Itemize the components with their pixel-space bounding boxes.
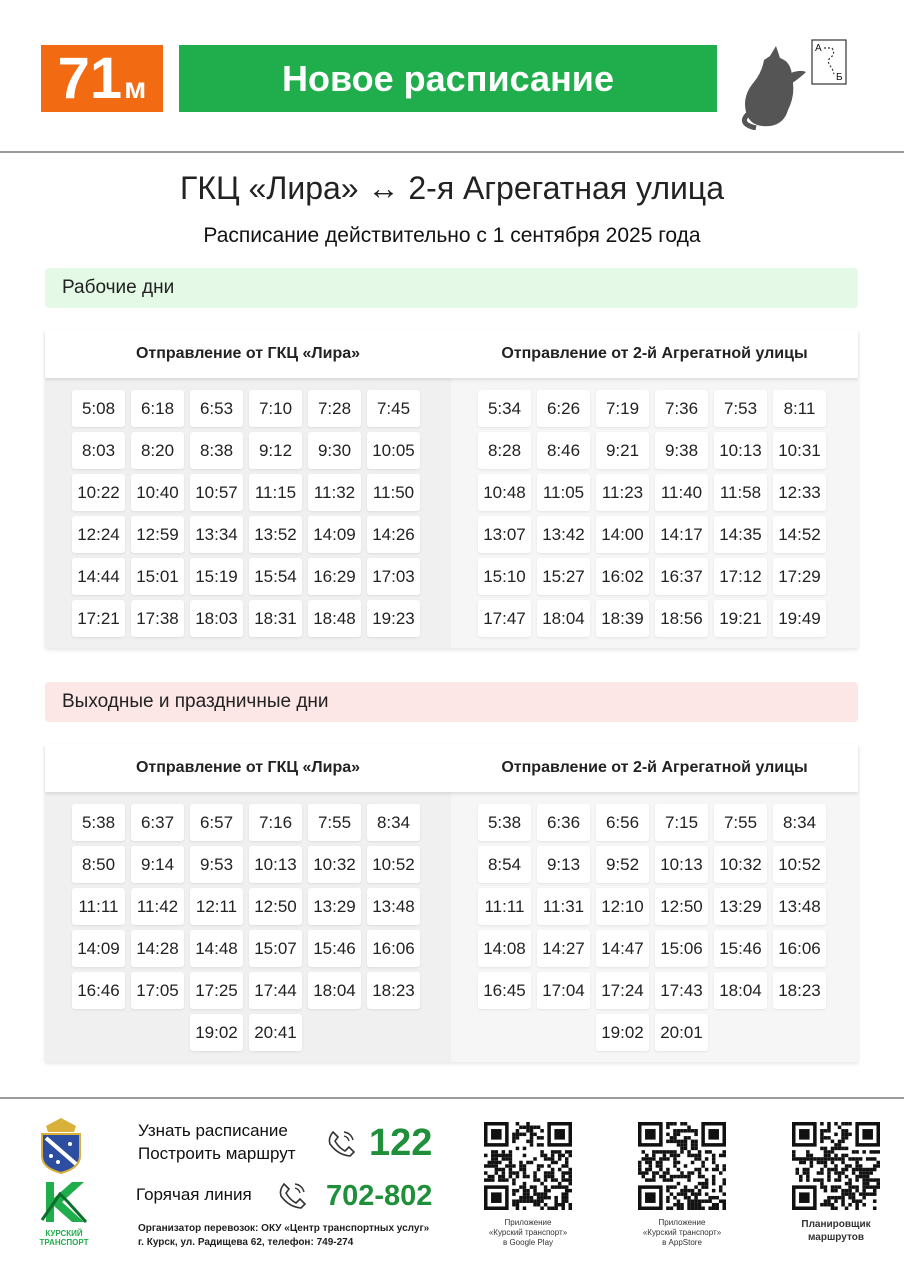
departure-time: 8:46 bbox=[537, 432, 590, 469]
departure-time: 19:02 bbox=[190, 1014, 243, 1051]
departure-time: 7:28 bbox=[308, 390, 361, 427]
departure-time: 6:57 bbox=[190, 804, 243, 841]
empty-cell bbox=[478, 1014, 531, 1051]
departure-time: 10:13 bbox=[714, 432, 767, 469]
departure-time: 10:40 bbox=[131, 474, 184, 511]
departure-time: 11:05 bbox=[537, 474, 590, 511]
workdays-right-header: Отправление от 2-й Агрегатной улицы bbox=[501, 345, 808, 362]
departure-time: 14:44 bbox=[72, 558, 125, 595]
departure-time: 14:09 bbox=[72, 930, 125, 967]
departure-time: 14:28 bbox=[131, 930, 184, 967]
departure-time: 19:02 bbox=[596, 1014, 649, 1051]
qr-google-line1: Приложение bbox=[504, 1218, 552, 1227]
empty-cell bbox=[308, 1014, 361, 1051]
header-divider bbox=[0, 151, 904, 153]
departure-time: 7:19 bbox=[596, 390, 649, 427]
qr-planner-line1: Планировщик bbox=[801, 1219, 871, 1230]
departure-time: 5:38 bbox=[478, 804, 531, 841]
departure-time: 8:20 bbox=[131, 432, 184, 469]
departure-time: 14:09 bbox=[308, 516, 361, 553]
departure-time: 14:00 bbox=[596, 516, 649, 553]
empty-cell bbox=[714, 1014, 767, 1051]
brand-line1: КУРСКИЙ bbox=[45, 1229, 83, 1238]
departure-time: 16:06 bbox=[367, 930, 420, 967]
departure-time: 17:12 bbox=[714, 558, 767, 595]
departure-time: 17:21 bbox=[72, 600, 125, 637]
departure-time: 17:25 bbox=[190, 972, 243, 1009]
qr-google-line2: «Курский транспорт» bbox=[488, 1228, 568, 1237]
departure-time: 17:04 bbox=[537, 972, 590, 1009]
departure-time: 8:34 bbox=[367, 804, 420, 841]
brand-name bbox=[28, 1229, 100, 1247]
departure-time: 17:43 bbox=[655, 972, 708, 1009]
qr-apple-line2: «Курский транспорт» bbox=[642, 1228, 722, 1237]
departure-time: 15:19 bbox=[190, 558, 243, 595]
departure-time: 11:31 bbox=[537, 888, 590, 925]
departure-time: 18:04 bbox=[537, 600, 590, 637]
hotline-phone-icon bbox=[276, 1178, 310, 1212]
departure-time: 10:57 bbox=[190, 474, 243, 511]
departure-time: 10:22 bbox=[72, 474, 125, 511]
departure-time: 5:38 bbox=[72, 804, 125, 841]
departure-time: 9:13 bbox=[537, 846, 590, 883]
weekend-right-column bbox=[451, 792, 858, 1062]
departure-time: 5:34 bbox=[478, 390, 531, 427]
departure-time: 7:53 bbox=[714, 390, 767, 427]
departure-time: 10:48 bbox=[478, 474, 531, 511]
departure-time: 6:36 bbox=[537, 804, 590, 841]
departure-time: 7:45 bbox=[367, 390, 420, 427]
workdays-right-column bbox=[451, 378, 858, 648]
departure-time: 18:03 bbox=[190, 600, 243, 637]
departure-time: 10:52 bbox=[773, 846, 826, 883]
departure-time: 17:38 bbox=[131, 600, 184, 637]
hotline-label: Горячая линия bbox=[136, 1185, 252, 1204]
departure-time: 9:53 bbox=[190, 846, 243, 883]
qr-planner-line2: маршрутов bbox=[808, 1232, 864, 1243]
workdays-left-grid bbox=[72, 390, 420, 637]
departure-time: 9:52 bbox=[596, 846, 649, 883]
departure-time: 13:34 bbox=[190, 516, 243, 553]
departure-time: 18:31 bbox=[249, 600, 302, 637]
departure-time: 8:50 bbox=[72, 846, 125, 883]
departure-time: 17:44 bbox=[249, 972, 302, 1009]
workdays-left-column bbox=[45, 378, 451, 648]
departure-time: 14:52 bbox=[773, 516, 826, 553]
departure-time: 14:47 bbox=[596, 930, 649, 967]
departure-time: 15:07 bbox=[249, 930, 302, 967]
departure-time: 6:18 bbox=[131, 390, 184, 427]
workdays-table bbox=[45, 330, 858, 648]
departure-time: 7:10 bbox=[249, 390, 302, 427]
qr-google-play-icon[interactable] bbox=[484, 1122, 572, 1210]
departure-time: 14:27 bbox=[537, 930, 590, 967]
qr-apple-line3: в AppStore bbox=[662, 1238, 702, 1247]
departure-time: 18:39 bbox=[596, 600, 649, 637]
departure-time: 12:24 bbox=[72, 516, 125, 553]
departure-time: 17:03 bbox=[367, 558, 420, 595]
departure-time: 15:46 bbox=[308, 930, 361, 967]
weekend-right-header: Отправление от 2-й Агрегатной улицы bbox=[501, 759, 808, 776]
departure-time: 7:55 bbox=[308, 804, 361, 841]
empty-cell bbox=[131, 1014, 184, 1051]
info-line-schedule: Узнать расписание bbox=[138, 1121, 288, 1140]
departure-time: 8:54 bbox=[478, 846, 531, 883]
departure-time: 13:48 bbox=[773, 888, 826, 925]
empty-cell bbox=[773, 1014, 826, 1051]
departure-time: 11:58 bbox=[714, 474, 767, 511]
weekend-left-grid bbox=[72, 804, 420, 1051]
departure-time: 15:27 bbox=[537, 558, 590, 595]
departure-time: 11:11 bbox=[72, 888, 125, 925]
departure-time: 16:37 bbox=[655, 558, 708, 595]
departure-time: 18:04 bbox=[714, 972, 767, 1009]
departure-time: 12:10 bbox=[596, 888, 649, 925]
route-number-badge bbox=[41, 45, 163, 112]
logo-letter-b: Б bbox=[836, 72, 843, 83]
weekend-left-header: Отправление от ГКЦ «Лира» bbox=[135, 759, 361, 776]
departure-time: 6:26 bbox=[537, 390, 590, 427]
qr-appstore-caption bbox=[624, 1218, 740, 1248]
workdays-label: Рабочие дни bbox=[45, 268, 858, 308]
hotline-number[interactable]: 702-802 bbox=[326, 1180, 433, 1212]
departure-time: 6:56 bbox=[596, 804, 649, 841]
departure-time: 12:50 bbox=[655, 888, 708, 925]
departure-time: 14:08 bbox=[478, 930, 531, 967]
footer-divider bbox=[0, 1097, 904, 1099]
workdays-table-header bbox=[45, 330, 858, 378]
weekend-label: Выходные и праздничные дни bbox=[45, 682, 858, 722]
departure-time: 12:59 bbox=[131, 516, 184, 553]
departure-time: 7:15 bbox=[655, 804, 708, 841]
departure-time: 6:53 bbox=[190, 390, 243, 427]
departure-time: 10:32 bbox=[714, 846, 767, 883]
empty-cell bbox=[72, 1014, 125, 1051]
departure-time: 7:36 bbox=[655, 390, 708, 427]
departure-time: 8:03 bbox=[72, 432, 125, 469]
departure-time: 17:29 bbox=[773, 558, 826, 595]
departure-time: 17:24 bbox=[596, 972, 649, 1009]
departure-time: 18:56 bbox=[655, 600, 708, 637]
departure-time: 19:21 bbox=[714, 600, 767, 637]
departure-time: 9:21 bbox=[596, 432, 649, 469]
validity-note: Расписание действительно с 1 сентября 2025 года bbox=[203, 224, 701, 247]
departure-time: 17:05 bbox=[131, 972, 184, 1009]
logo-letter-a: А bbox=[815, 43, 822, 54]
departure-time: 8:28 bbox=[478, 432, 531, 469]
departure-time: 10:52 bbox=[367, 846, 420, 883]
departure-time: 5:08 bbox=[72, 390, 125, 427]
departure-time: 16:45 bbox=[478, 972, 531, 1009]
departure-time: 15:06 bbox=[655, 930, 708, 967]
departure-time: 10:05 bbox=[367, 432, 420, 469]
organizer-line1: Организатор перевозок: ОКУ «Центр транспортных услуг» bbox=[138, 1223, 430, 1234]
departure-time: 11:40 bbox=[655, 474, 708, 511]
qr-appstore-icon[interactable] bbox=[638, 1122, 726, 1210]
departure-time: 19:49 bbox=[773, 600, 826, 637]
departure-time: 8:11 bbox=[773, 390, 826, 427]
departure-time: 9:14 bbox=[131, 846, 184, 883]
departure-time: 13:48 bbox=[367, 888, 420, 925]
departure-time: 20:01 bbox=[655, 1014, 708, 1051]
cat-logo-icon bbox=[740, 38, 852, 130]
departure-time: 7:55 bbox=[714, 804, 767, 841]
departure-time: 11:15 bbox=[249, 474, 302, 511]
kursk-transport-logo-icon bbox=[40, 1180, 88, 1224]
departure-time: 16:06 bbox=[773, 930, 826, 967]
departure-time: 15:46 bbox=[714, 930, 767, 967]
empty-cell bbox=[537, 1014, 590, 1051]
brand-line2: ТРАНСПОРТ bbox=[39, 1238, 89, 1247]
departure-time: 13:07 bbox=[478, 516, 531, 553]
departure-time: 11:32 bbox=[308, 474, 361, 511]
departure-time: 17:47 bbox=[478, 600, 531, 637]
departure-time: 7:16 bbox=[249, 804, 302, 841]
departure-time: 11:11 bbox=[478, 888, 531, 925]
departure-time: 14:35 bbox=[714, 516, 767, 553]
departure-time: 8:38 bbox=[190, 432, 243, 469]
departure-time: 18:04 bbox=[308, 972, 361, 1009]
departure-time: 9:38 bbox=[655, 432, 708, 469]
departure-time: 19:23 bbox=[367, 600, 420, 637]
departure-time: 9:30 bbox=[308, 432, 361, 469]
departure-time: 11:23 bbox=[596, 474, 649, 511]
departure-time: 14:17 bbox=[655, 516, 708, 553]
departure-time: 12:11 bbox=[190, 888, 243, 925]
phone-icon bbox=[325, 1126, 359, 1160]
qr-google-line3: в Google Play bbox=[502, 1238, 554, 1247]
departure-time: 10:32 bbox=[308, 846, 361, 883]
qr-route-planner-icon[interactable] bbox=[792, 1122, 880, 1210]
departure-time: 12:33 bbox=[773, 474, 826, 511]
departure-time: 13:52 bbox=[249, 516, 302, 553]
departure-time: 10:13 bbox=[249, 846, 302, 883]
coat-of-arms-icon bbox=[36, 1116, 86, 1174]
departure-time: 10:13 bbox=[655, 846, 708, 883]
info-line-route: Построить маршрут bbox=[138, 1144, 296, 1163]
departure-time: 13:29 bbox=[714, 888, 767, 925]
departure-time: 12:50 bbox=[249, 888, 302, 925]
qr-route-planner-caption bbox=[776, 1218, 896, 1244]
departure-time: 14:26 bbox=[367, 516, 420, 553]
departure-time: 18:23 bbox=[773, 972, 826, 1009]
departure-time: 18:23 bbox=[367, 972, 420, 1009]
departure-time: 9:12 bbox=[249, 432, 302, 469]
route-name: ГКЦ «Лира» ↔ 2-я Агрегатная улица bbox=[179, 170, 725, 206]
departure-time: 15:54 bbox=[249, 558, 302, 595]
weekend-table-header bbox=[45, 744, 858, 792]
departure-time: 16:29 bbox=[308, 558, 361, 595]
organizer-line2: г. Курск, ул. Радищева 62, телефон: 749-274 bbox=[138, 1237, 354, 1248]
departure-time: 8:34 bbox=[773, 804, 826, 841]
weekend-right-grid bbox=[478, 804, 826, 1051]
empty-cell bbox=[367, 1014, 420, 1051]
info-phone-number[interactable]: 122 bbox=[369, 1122, 433, 1164]
weekend-table bbox=[45, 744, 858, 1062]
route-number: 71 bbox=[57, 46, 123, 111]
departure-time: 10:31 bbox=[773, 432, 826, 469]
departure-time: 6:37 bbox=[131, 804, 184, 841]
departure-time: 11:50 bbox=[367, 474, 420, 511]
departure-time: 15:10 bbox=[478, 558, 531, 595]
workdays-right-grid bbox=[478, 390, 826, 637]
page-title: Новое расписание bbox=[179, 45, 717, 112]
departure-time: 20:41 bbox=[249, 1014, 302, 1051]
qr-google-play-caption bbox=[470, 1218, 586, 1248]
departure-time: 16:02 bbox=[596, 558, 649, 595]
qr-apple-line1: Приложение bbox=[658, 1218, 706, 1227]
departure-time: 16:46 bbox=[72, 972, 125, 1009]
weekend-left-column bbox=[45, 792, 451, 1062]
departure-time: 13:42 bbox=[537, 516, 590, 553]
departure-time: 18:48 bbox=[308, 600, 361, 637]
route-suffix: м bbox=[124, 72, 147, 105]
departure-time: 13:29 bbox=[308, 888, 361, 925]
departure-time: 15:01 bbox=[131, 558, 184, 595]
workdays-left-header: Отправление от ГКЦ «Лира» bbox=[135, 345, 361, 362]
departure-time: 11:42 bbox=[131, 888, 184, 925]
departure-time: 14:48 bbox=[190, 930, 243, 967]
